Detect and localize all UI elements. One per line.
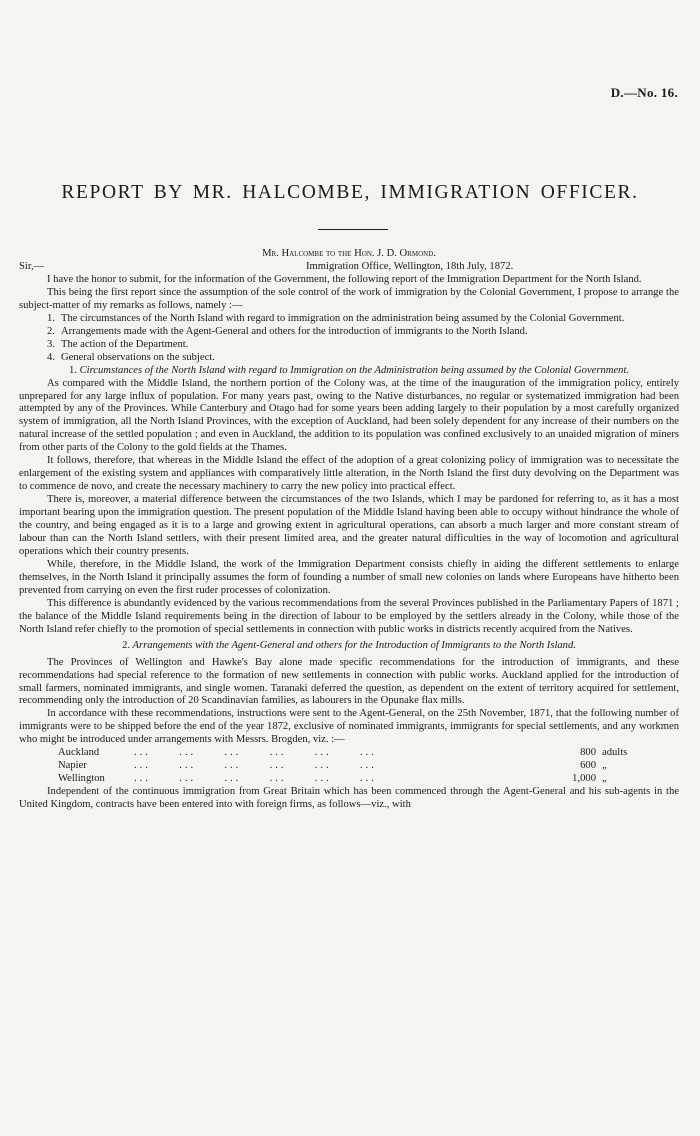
title-rule xyxy=(318,229,388,230)
quantity-cell: 800 xyxy=(580,747,596,759)
unit-cell: „ xyxy=(602,773,607,785)
dateline: Immigration Office, Wellington, 18th July, 1872. xyxy=(306,260,514,272)
list-item xyxy=(19,352,679,365)
intro-paragraph: This being the first report since the assumption of the sole control of the work of immigration by the Colonial Government, I propose to arrange the subject-matter of my remarks as follows, namely :— xyxy=(19,286,679,311)
section-number: 2. xyxy=(122,639,131,651)
list-number: 4. xyxy=(47,351,55,363)
salutation-line xyxy=(19,261,679,274)
page-reference: D.—No. 16. xyxy=(610,85,678,100)
paragraph: As compared with the Middle Island, the northern portion of the Colony was, at the time of the inauguration of the immigration policy, entirely unprepared for any large influx of population. For many years past, owing to the Native disturbances, no regular or systematized immigration had been attempted by any of the Provinces. While Canterbury and Otago had for some years been adding largely to their population by a most carefully organized system of immigration, all the North Island Provinces, with the exception of Auckland, had been solely dependent for any increase of their numbers on the natural increase of the settled population ; and even in Auckland, the addition to its population was confined exclusively to an unaided migration of miners from other parts of the Colony to the gold fields at the Thames. xyxy=(19,377,679,454)
report-title: REPORT BY MR. HALCOMBE, IMMIGRATION OFFICER. xyxy=(61,182,639,203)
place-cell: Napier xyxy=(58,760,87,772)
table-row xyxy=(19,773,679,786)
intro-paragraph: I have the honor to submit, for the information of the Government, the following report of the Immigration Department for the North Island. xyxy=(47,273,642,285)
place-cell: Auckland xyxy=(58,747,100,759)
list-item xyxy=(19,339,679,352)
section-title: Circumstances of the North Island with regard to Immigration on the Administration being assumed by the Colonial Government. xyxy=(79,364,630,376)
report-body xyxy=(19,248,679,812)
list-number: 2. xyxy=(47,325,55,337)
paragraph: There is, moreover, a material difference between the circumstances of the two Islands, which I may be pardoned for referring to, as it has a most important bearing upon the immigration question. The present population of the Middle Island having been able to occupy without hindrance the whole of the country, and being engaged as it is to a large and growing extent in agricultural operations, can absorb a much larger and more constant stream of labour than can the North Island settlers, with their present limited area, and the greater natural difficulties in the way of locomotion and agricultural operations which their country presents. xyxy=(19,494,679,557)
paragraph: This difference is abundantly evidenced by the various recommendations from the several Provinces published in the Parliamentary Papers of 1871 ; the balance of the Middle Island requirements being in the direction of labour to be employed by the settlers already in the Colony, while those of the North Island refer chiefly to the promotion of special settlements in connection with public works in districts recently acquired from the Natives. xyxy=(19,597,679,635)
paragraph: Independent of the continuous immigration from Great Britain which has been commenced through the Agent-General and his sub-agents in the United Kingdom, contracts have been entered into with foreign firms, as follows—viz., with xyxy=(19,786,679,811)
immigrant-quota-table xyxy=(19,747,679,786)
quantity-cell: 600 xyxy=(580,760,596,772)
section-1-heading xyxy=(19,365,679,378)
table-row xyxy=(19,760,679,773)
leader-dots: ... ... ... ... ... ... xyxy=(134,747,377,759)
paragraph: It follows, therefore, that whereas in the Middle Island the effect of the adoption of a great colonizing policy of immigration was to necessitate the enlargement of the existing system and appliances with comparatively little alteration, in the North Island the first duty devolving on the Department was to commence de novo, and create the necessary machinery to carry the new policy into practical effect. xyxy=(19,455,679,493)
salutation: Sir,— xyxy=(19,260,45,272)
paragraph: In accordance with these recommendations, instructions were sent to the Agent-General, on the 25th November, 1871, that the following number of immigrants were to be shipped before the end of the year 1872, exclusive of nominated immigrants, immigrants for special settlements, and any workmen who might be introduced under arrangements with Messrs. Brogden, viz. :— xyxy=(19,708,679,746)
outline-list xyxy=(19,313,679,365)
quantity-cell: 1,000 xyxy=(572,773,596,785)
list-text: The action of the Department. xyxy=(61,338,189,350)
table-row xyxy=(19,747,679,760)
list-text: The circumstances of the North Island with regard to immigration on the administration being assumed by the Colonial Government. xyxy=(61,312,625,324)
list-text: General observations on the subject. xyxy=(61,351,215,363)
unit-cell: „ xyxy=(602,760,607,772)
paragraph: While, therefore, in the Middle Island, the work of the Immigration Department consists chiefly in aiding the different settlements to enlarge themselves, in the North Island it principally assumes the form of founding a number of small new colonies on lands where Europeans have hitherto been prevented from carrying on even the first ruder processes of colonization. xyxy=(19,558,679,596)
leader-dots: ... ... ... ... ... ... xyxy=(134,760,377,772)
section-number: 1. xyxy=(68,364,77,376)
leader-dots: ... ... ... ... ... ... xyxy=(134,773,377,785)
place-cell: Wellington xyxy=(58,773,105,785)
list-text: Arrangements made with the Agent-General and others for the introduction of immigrants to the North Island. xyxy=(61,325,528,337)
paragraph: The Provinces of Wellington and Hawke's Bay alone made specific recommendations for the introduction of immigrants, and these recommendations had special reference to the formation of new settlements in connection with public works. Auckland applied for the introduction of small farmers, nominated immigrants, and single women. Taranaki deferred the question, as dependent on the extent of territory acquired for settlement, recommending only the introduction of 20 Scandinavian families, as labourers in the Opunake flax mills. xyxy=(19,656,679,707)
list-item xyxy=(19,313,679,326)
list-item xyxy=(19,326,679,339)
list-number: 1. xyxy=(47,312,55,324)
section-2-heading xyxy=(19,640,679,653)
address-line: Mr. Halcombe to the Hon. J. D. Ormond. xyxy=(262,248,436,259)
section-title: Arrangements with the Agent-General and others for the Introduction of Immigrants to the North Island. xyxy=(132,639,576,651)
unit-cell: adults xyxy=(602,747,628,759)
list-number: 3. xyxy=(47,338,55,350)
